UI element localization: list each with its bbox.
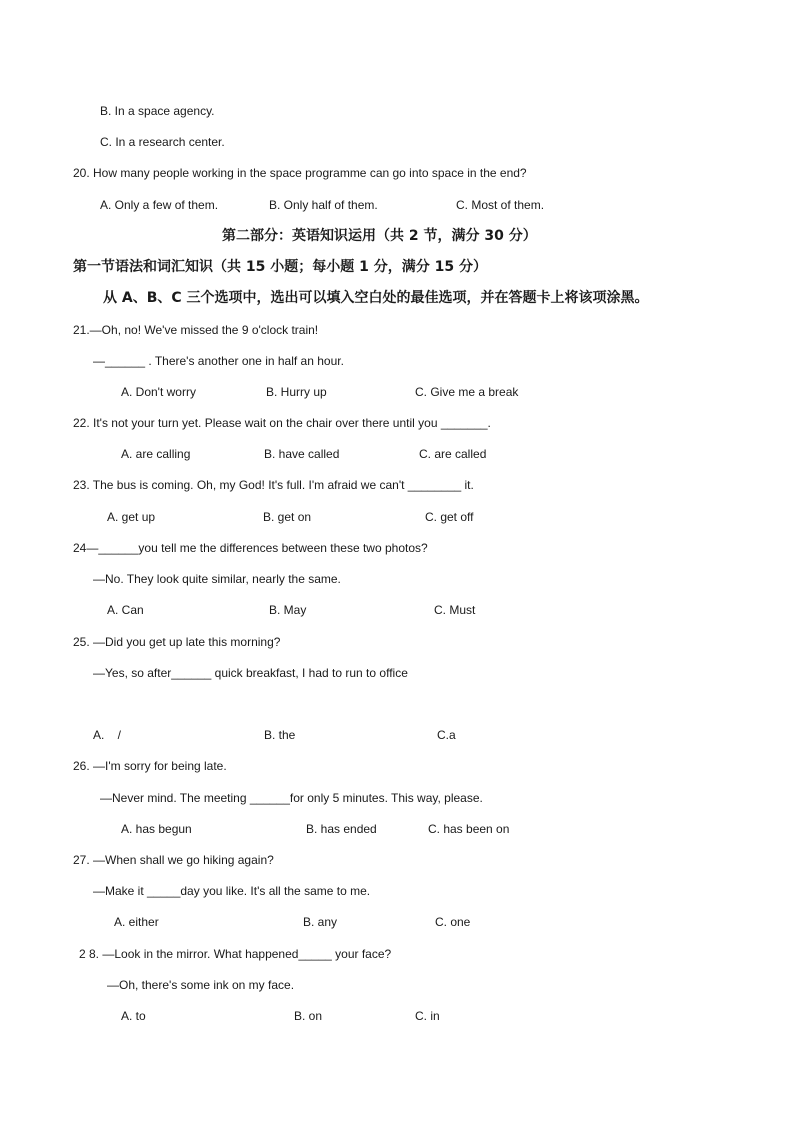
q21-option-c: C. Give me a break [415, 385, 519, 399]
q24-option-a: A. Can [107, 603, 144, 617]
question-20: 20. How many people working in the space programme can go into space in the end? [73, 166, 527, 180]
part-heading: 第二部分：英语知识运用（共 2 节，满分 30 分） [222, 228, 537, 244]
q26-option-b: B. has ended [306, 822, 377, 836]
q25-option-b: B. the [264, 728, 296, 742]
q27-option-a: A. either [114, 915, 159, 929]
question-25: 25. —Did you get up late this morning? [73, 635, 281, 649]
question-23: 23. The bus is coming. Oh, my God! It's full. I'm afraid we can't ________ it. [73, 478, 474, 492]
q25-option-a: A. / [93, 728, 122, 742]
q22-option-c: C. are called [419, 447, 487, 461]
q23-option-c: C. get off [425, 510, 474, 524]
question-21: 21.—Oh, no! We've missed the 9 o'clock train! [73, 323, 319, 337]
q21-option-a: A. Don't worry [121, 385, 196, 399]
q20-option-c: C. Most of them. [456, 198, 545, 212]
q20-option-a: A. Only a few of them. [100, 198, 219, 212]
option-b: B. In a space agency. [100, 104, 215, 118]
question-28: 2 8. —Look in the mirror. What happened_____ your face? [79, 947, 392, 961]
q28-reply: —Oh, there's some ink on my face. [107, 978, 295, 992]
q27-reply: —Make it _____day you like. It's all the same to me. [93, 884, 371, 898]
q28-option-b: B. on [294, 1009, 323, 1023]
q27-option-c: C. one [435, 915, 471, 929]
instruction: 从 A、B、C 三个选项中，选出可以填入空白处的最佳选项，并在答题卡上将该项涂黑。 [103, 290, 649, 306]
q28-option-c: C. in [415, 1009, 440, 1023]
q21-reply: —______ . There's another one in half an hour. [93, 354, 344, 368]
q28-option-a: A. to [121, 1009, 146, 1023]
q23-option-a: A. get up [107, 510, 156, 524]
q20-option-b: B. Only half of them. [269, 198, 378, 212]
question-27: 27. —When shall we go hiking again? [73, 853, 274, 867]
q22-option-a: A. are calling [121, 447, 191, 461]
q22-option-b: B. have called [264, 447, 340, 461]
q26-reply: —Never mind. The meeting ______for only 5 minutes. This way, please. [100, 791, 483, 805]
question-24: 24—______you tell me the differences between these two photos? [73, 541, 428, 555]
question-22: 22. It's not your turn yet. Please wait on the chair over there until you _______. [73, 416, 491, 430]
q21-option-b: B. Hurry up [266, 385, 327, 399]
q25-option-c: C.a [437, 728, 456, 742]
q24-option-b: B. May [269, 603, 307, 617]
q24-option-c: C. Must [434, 603, 476, 617]
q27-option-b: B. any [303, 915, 338, 929]
option-c: C. In a research center. [100, 135, 225, 149]
section-heading: 第一节语法和词汇知识（共 15 小题；每小题 1 分，满分 15 分） [73, 259, 487, 275]
q25-reply: —Yes, so after______ quick breakfast, I had to run to office [93, 666, 408, 680]
q23-option-b: B. get on [263, 510, 312, 524]
q26-option-a: A. has begun [121, 822, 192, 836]
q26-option-c: C. has been on [428, 822, 510, 836]
q24-reply: —No. They look quite similar, nearly the same. [93, 572, 341, 586]
question-26: 26. —I'm sorry for being late. [73, 759, 227, 773]
